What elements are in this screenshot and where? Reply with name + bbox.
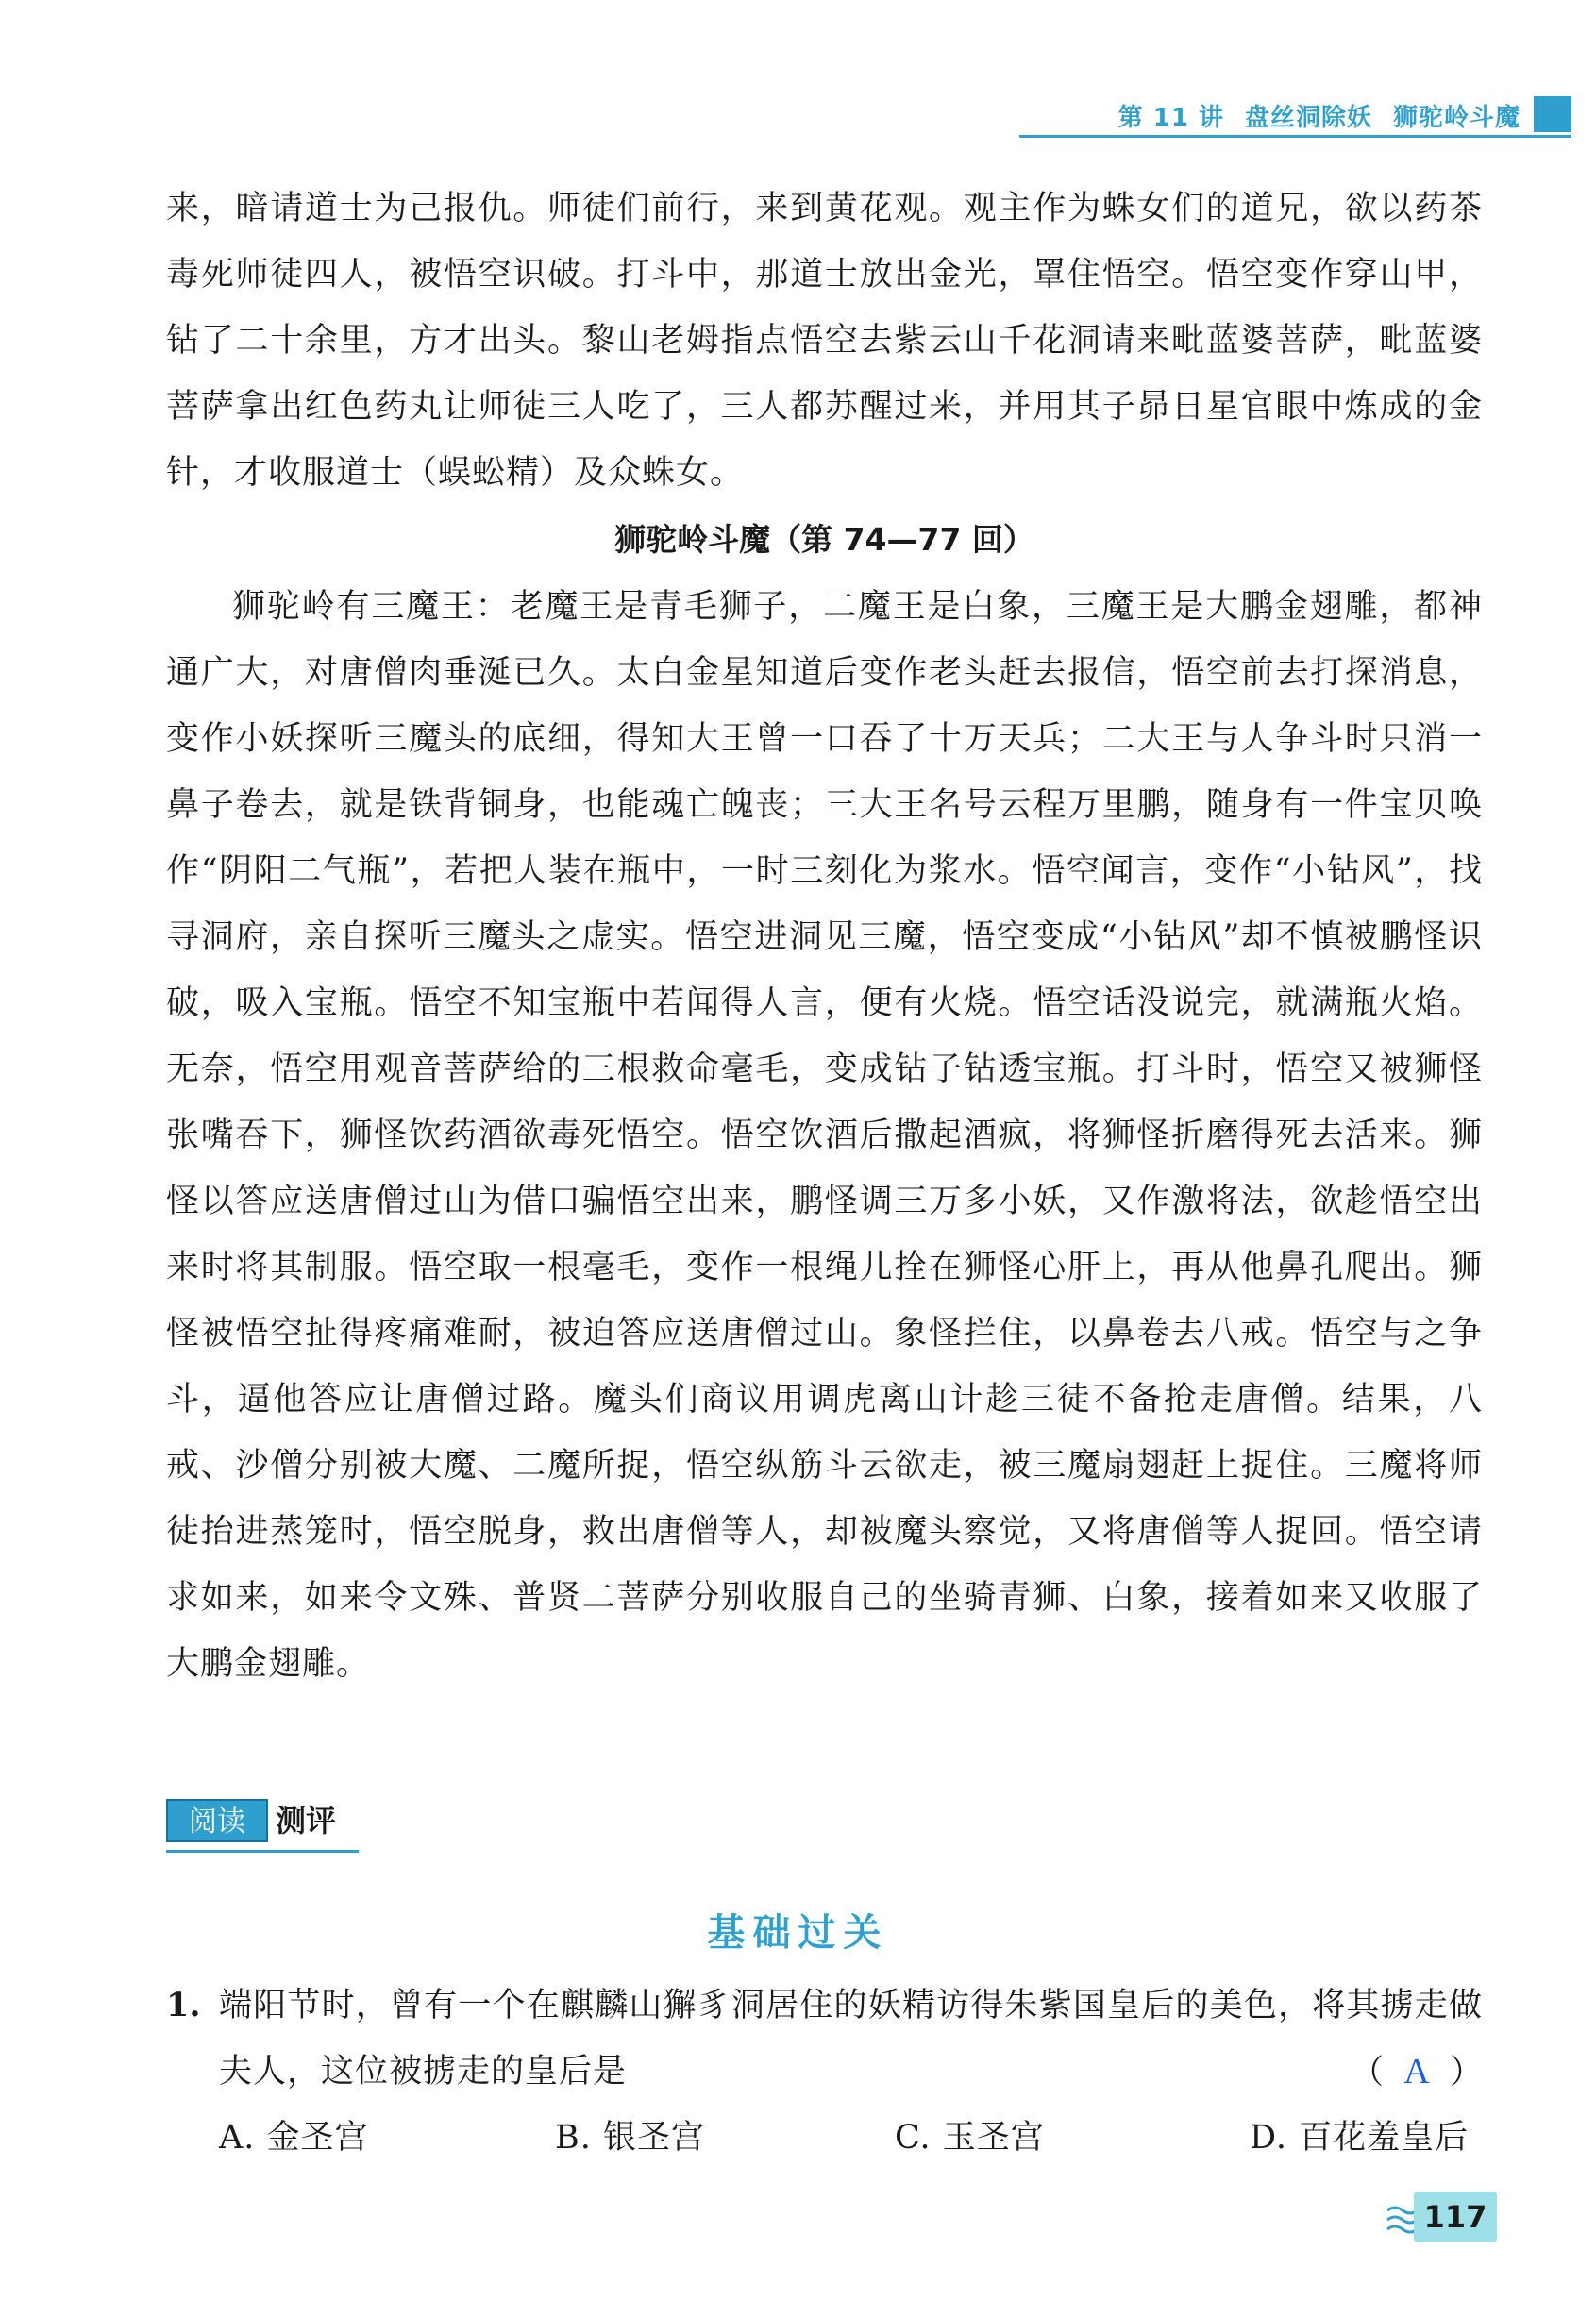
header-lesson: 第 11 讲 xyxy=(1117,104,1224,132)
option-b: B. 银圣宫 xyxy=(555,2119,705,2157)
main-paragraph: 狮驼岭有三魔王：老魔王是青毛狮子，二魔王是白象，三魔王是大鹏金翅雕，都神通广大，对唐僧肉垂涎已久。太白金星知道后变作老头赶去报信，悟空前去打探消息，变作小妖探听三魔头的底细，得知大王曾一口吞了十万天兵；二大王与人争斗时只消一鼻子卷去，就是铁背铜身，也能魂亡魄丧；三大王名号云程万里鹏，随身有一件宝贝唤作“阴阳二气瓶”，若把人装在瓶中，一时三刻化为浆水。悟空闻言，变作“小钻风”，找寻洞府，亲自探听三魔头之虚实。悟空进洞见三魔，悟空变成“小钻风”却不慎被鹏怪识破，吸入宝瓶。悟空不知宝瓶中若闻得人言，便有火烧。悟空话没说完，就满瓶火焰。无奈，悟空用观音菩萨给的三根救命毫毛，变成钻子钻透宝瓶。打斗时，悟空又被狮怪张嘴吞下，狮怪饮药酒欲毒死悟空。悟空饮酒后撒起酒疯，将狮怪折磨得死去活来。狮怪以答应送唐僧过山为借口骗悟空出来，鹏怪调三万多小妖，又作激将法，欲趁悟空出来时将其制服。悟空取一根毫毛，变作一根绳儿拴在狮怪心肝上，再从他鼻孔爬出。狮怪被悟空扯得疼痛难耐，被迫答应送唐僧过山。象怪拦住，以鼻卷去八戒。悟空与之争斗，逼他答应让唐僧过路。魔头们商议用调虎离山计趁三徒不备抢走唐僧。结果，八戒、沙僧分别被大魔、二魔所捉，悟空纵筋斗云欲走，被三魔扇翅赶上捉住。三魔将师徒抬进蒸笼时，悟空脱身，救出唐僧等人，却被魔头察觉，又将唐僧等人捉回。悟空请求如来，如来令文殊、普贤二菩萨分别收服自己的坐骑青狮、白象，接着如来又收服了大鹏金翅雕。 xyxy=(166,588,1483,1683)
paren-close: ） xyxy=(1449,2054,1483,2091)
options-row xyxy=(219,2105,1483,2171)
basic-level-title: 基础过关 xyxy=(707,1911,889,1955)
option-d: D. 百花羞皇后 xyxy=(1250,2119,1470,2157)
page-header xyxy=(0,91,1596,138)
header-topic-1: 盘丝洞除妖 xyxy=(1244,104,1372,132)
question-1 xyxy=(166,1973,1483,2157)
page-number: 117 xyxy=(1414,2192,1497,2242)
answer-slot xyxy=(1351,2039,1483,2106)
option-c: C. 玉圣宫 xyxy=(895,2119,1045,2157)
answer-value: A xyxy=(1403,2052,1430,2091)
header-text xyxy=(1098,98,1520,133)
option-a: A. 金圣宫 xyxy=(219,2119,369,2157)
reading-eval-tag xyxy=(166,1795,359,1853)
header-color-block xyxy=(1534,96,1571,132)
eval-tag-boxed: 阅读 xyxy=(166,1799,268,1842)
story-content xyxy=(166,176,1483,1697)
paren-open: （ xyxy=(1350,2054,1384,2091)
header-topic-2: 狮驼岭斗魔 xyxy=(1392,104,1520,132)
eval-tag-plain: 测评 xyxy=(276,1803,337,1839)
question-number: 1. xyxy=(166,1986,201,2024)
question-stem: 端阳节时，曾有一个在麒麟山獬豸洞居住的妖精访得朱紫国皇后的美色，将其掳走做夫人，这位被掳走的皇后是 xyxy=(219,1987,1483,2091)
intro-paragraph: 来，暗请道士为己报仇。师徒们前行，来到黄花观。观主作为蛛女们的道兄，欲以药茶毒死师徒四人，被悟空识破。打斗中，那道士放出金光，罩住悟空。悟空变作穿山甲，钻了二十余里，方才出头。黎山老姆指点悟空去紫云山千花洞请来毗蓝婆菩萨，毗蓝婆菩萨拿出红色药丸让师徒三人吃了，三人都苏醒过来，并用其子昴日星官眼中炼成的金针，才收服道士（蜈蚣精）及众蛛女。 xyxy=(166,190,1483,492)
section-title: 狮驼岭斗魔（第 74—77 回） xyxy=(614,521,1034,558)
header-rule xyxy=(1019,135,1571,138)
